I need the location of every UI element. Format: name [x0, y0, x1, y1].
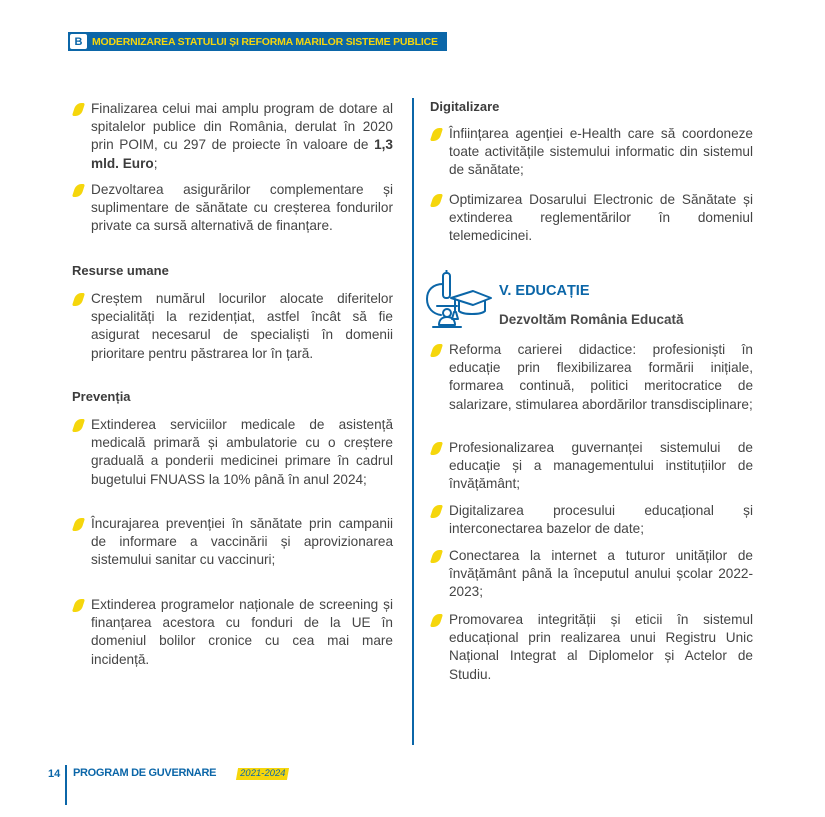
list-item [72, 596, 393, 667]
yellow-bullet-icon [430, 194, 443, 207]
section-title-preventia: Prevenția [72, 389, 131, 404]
list-item [72, 100, 393, 171]
yellow-bullet-icon [430, 614, 443, 627]
section-title-educatie: V. EDUCAȚIE [499, 283, 590, 299]
list-item-text: Înființarea agenției e-Health care să coordoneze toate activitățile sistemului informatic din sistemul de sănătate; [449, 126, 753, 178]
column-divider [412, 98, 414, 745]
list-item-text: Extinderea programelor naționale de screening și finanțarea acestora cu fonduri de la UE în domeniul bolilor cronice cu cea mai mare incidență. [91, 597, 393, 667]
list-item-text: Promovarea integrității și eticii în sistemul educațional prin realizarea unui Registru Unic Național Integrat al Diplomelor și Actelor de Studiu. [449, 612, 753, 682]
section-title-digitalizare: Digitalizare [430, 99, 500, 114]
list-item-text: Extinderea serviciilor medicale de asistență medicală primară și ambulatorie cu o creștere graduală a ponderii medicinei primare în cadrul bugetului FNUASS la 10% până în anul 2024; [91, 417, 393, 487]
yellow-bullet-icon [430, 128, 443, 141]
yellow-bullet-icon [72, 518, 85, 531]
yellow-bullet-icon [430, 505, 443, 518]
list-item-text: Încurajarea prevenției în sănătate prin campanii de informare a vaccinării și aprovizionarea sistemului sanitar cu vaccinuri; [91, 516, 393, 568]
list-item [430, 341, 753, 412]
yellow-bullet-icon [72, 293, 85, 306]
list-item-text: Creștem numărul locurilor alocate diferitelor specialități la rezidențiat, astfel încât să fie asigurat necesarul de specialiști în domenii prioritare pentru păstrarea lor în țară. [91, 291, 393, 361]
footer-years-badge: 2021-2024 [236, 768, 290, 780]
list-item-text: Digitalizarea procesului educațional și interconectarea bazelor de date; [449, 503, 753, 537]
list-item-text: Dezvoltarea asigurărilor complementare și suplimentare de sănătate cu creșterea fondurilor private ca sursă alternativă de finanțare. [91, 182, 393, 234]
yellow-bullet-icon [72, 184, 85, 197]
footer-divider [65, 765, 67, 805]
page-number: 14 [48, 768, 61, 780]
chapter-letter-badge: B [70, 34, 87, 49]
list-item [430, 125, 753, 178]
list-item [72, 515, 393, 568]
list-item [72, 416, 393, 487]
yellow-bullet-icon [72, 103, 85, 116]
list-item [430, 439, 753, 492]
chapter-header-bar [68, 32, 447, 51]
yellow-bullet-icon [72, 419, 85, 432]
section-title-resurse-umane: Resurse umane [72, 263, 169, 278]
chapter-title: MODERNIZAREA STATULUI ȘI REFORMA MARILOR SISTEME PUBLICE [92, 35, 438, 48]
list-item [430, 191, 753, 244]
list-item-text: Finalizarea celui mai amplu program de dotare al spitalelor publice din România, derulat în 2020 prin POIM, cu 297 de proiecte în valoare de 1,3 mld. Euro; [91, 101, 393, 171]
footer-title: PROGRAM DE GUVERNARE [73, 767, 217, 779]
yellow-bullet-icon [430, 550, 443, 563]
yellow-bullet-icon [430, 344, 443, 357]
list-item-text: Reforma carierei didactice: profesioniști în educație prin flexibilizarea formării inițiale, formarea continuă, politici meritocratice de salarizare, stimularea abordărilor transdisciplinare; [449, 342, 753, 412]
list-item-text: Profesionalizarea guvernanței sistemului de educație și a managementului instituțiilor de învățământ; [449, 440, 753, 492]
section-subtitle-educatie: Dezvoltăm România Educată [499, 312, 684, 327]
list-item-text: Conectarea la internet a tuturor unităților de învățământ până la începutul anului școlar 2022-2023; [449, 548, 753, 600]
list-item [72, 181, 393, 234]
list-item [430, 547, 753, 600]
microscope-graduation-cap-icon [423, 270, 493, 330]
list-item [430, 502, 753, 537]
list-item [72, 290, 393, 361]
yellow-bullet-icon [72, 599, 85, 612]
list-item [430, 611, 753, 682]
yellow-bullet-icon [430, 442, 443, 455]
list-item-text: Optimizarea Dosarului Electronic de Sănătate și extinderea reglementărilor în domeniul telemedicinei. [449, 192, 753, 244]
